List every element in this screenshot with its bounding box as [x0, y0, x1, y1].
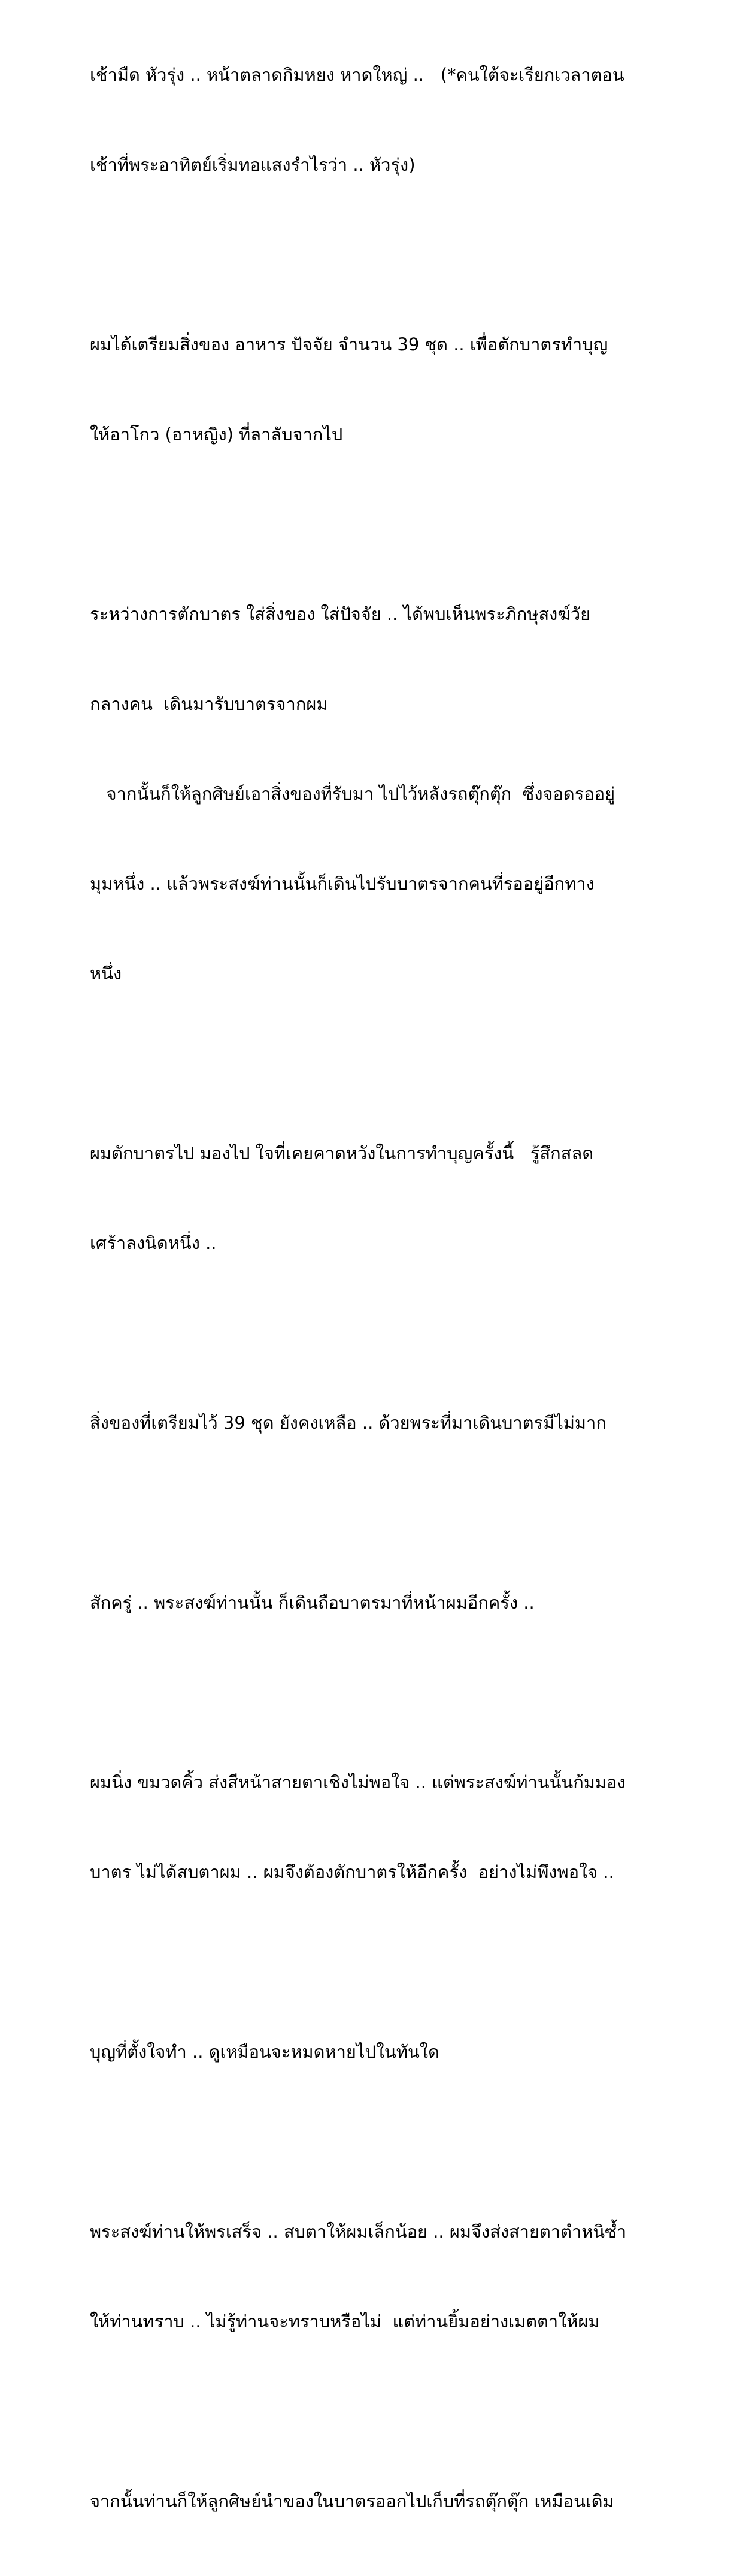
paragraph-line: ระหว่างการตักบาตร ใส่สิ่งของ ใส่ปัจจัย .. ได้พบเห็นพระภิกษุสงฆ์วัย — [90, 604, 591, 624]
paragraph-line: เช้ามืด หัวรุ่ง .. หน้าตลาดกิมหยง หาดใหญ่ .. (*คนใต้จะเรียกเวลาตอน — [90, 65, 624, 85]
paragraph-line: ผมตักบาตรไป มองไป ใจที่เคยคาดหวังในการทำบุญครั้งนี้ รู้สึกสลด — [90, 1143, 594, 1163]
paragraph-line: บุญที่ตั้งใจทำ .. ดูเหมือนจะหมดหายไปในทันใด — [90, 2042, 439, 2062]
paragraph-10 — [90, 2426, 659, 2576]
paragraph-8 — [90, 1977, 659, 2127]
paragraph-line: พระสงฆ์ท่านให้พรเสร็จ .. สบตาให้ผมเล็กน้อย .. ผมจึงส่งสายตาตำหนิซ้ำ — [90, 2221, 627, 2242]
paragraph-line: จากนั้นท่านก็ให้ลูกศิษย์นำของในบาตรออกไปเก็บที่รถตุ๊กตุ๊ก เหมือนเดิม — [90, 2491, 614, 2511]
paragraph-line: หนึ่ง — [90, 963, 122, 984]
paragraph-line: เศร้าลงนิดหนึ่ง .. — [90, 1233, 217, 1253]
paragraph-line: ผมนิ่ง ขมวดคิ้ว ส่งสีหน้าสายตาเชิงไม่พอใจ .. แต่พระสงฆ์ท่านนั้นก้มมอง — [90, 1772, 626, 1792]
paragraph-line: สักครู่ .. พระสงฆ์ท่านนั้น ก็เดินถือบาตรมาที่หน้าผมอีกครั้ง .. — [90, 1592, 535, 1613]
paragraph-line: กลางคน เดินมารับบาตรจากผม — [90, 694, 328, 714]
paragraph-5 — [90, 1348, 659, 1498]
paragraph-7 — [90, 1707, 659, 1947]
paragraph-2 — [90, 270, 659, 509]
paragraph-1 — [90, 0, 659, 240]
paragraph-4 — [90, 1078, 659, 1318]
paragraph-line: ผมได้เตรียมสิ่งของ อาหาร ปัจจัย จำนวน 39 ชุด .. เพื่อตักบาตรทำบุญ — [90, 334, 608, 355]
paragraph-line: ให้ท่านทราบ .. ไม่รู้ท่านจะทราบหรือไม่ แต่ท่านยิ้มอย่างเมตตาให้ผม — [90, 2311, 600, 2332]
paragraph-6 — [90, 1528, 659, 1677]
paragraph-9 — [90, 2157, 659, 2396]
paragraph-line: สิ่งของที่เตรียมไว้ 39 ชุด ยังคงเหลือ .. ด้วยพระที่มาเดินบาตรมีไม่มาก — [90, 1413, 606, 1433]
paragraph-3 — [90, 539, 659, 1048]
paragraph-line: จากนั้นก็ให้ลูกศิษย์เอาสิ่งของที่รับมา ไปไว้หลังรถตุ๊กตุ๊ก ซึ่งจอดรออยู่ — [90, 784, 615, 804]
paragraph-line: เช้าที่พระอาทิตย์เริ่มทอแสงรำไรว่า .. หัวรุ่ง) — [90, 155, 416, 175]
article-body — [90, 0, 659, 2576]
paragraph-line: ให้อาโกว (อาหญิง) ที่ลาลับจากไป — [90, 424, 343, 445]
paragraph-line: บาตร ไม่ได้สบตาผม .. ผมจึงต้องตักบาตรให้อีกครั้ง อย่างไม่พึงพอใจ .. — [90, 1862, 614, 1882]
paragraph-line: มุมหนึ่ง .. แล้วพระสงฆ์ท่านนั้นก็เดินไปรับบาตรจากคนที่รออยู่อีกทาง — [90, 873, 595, 894]
